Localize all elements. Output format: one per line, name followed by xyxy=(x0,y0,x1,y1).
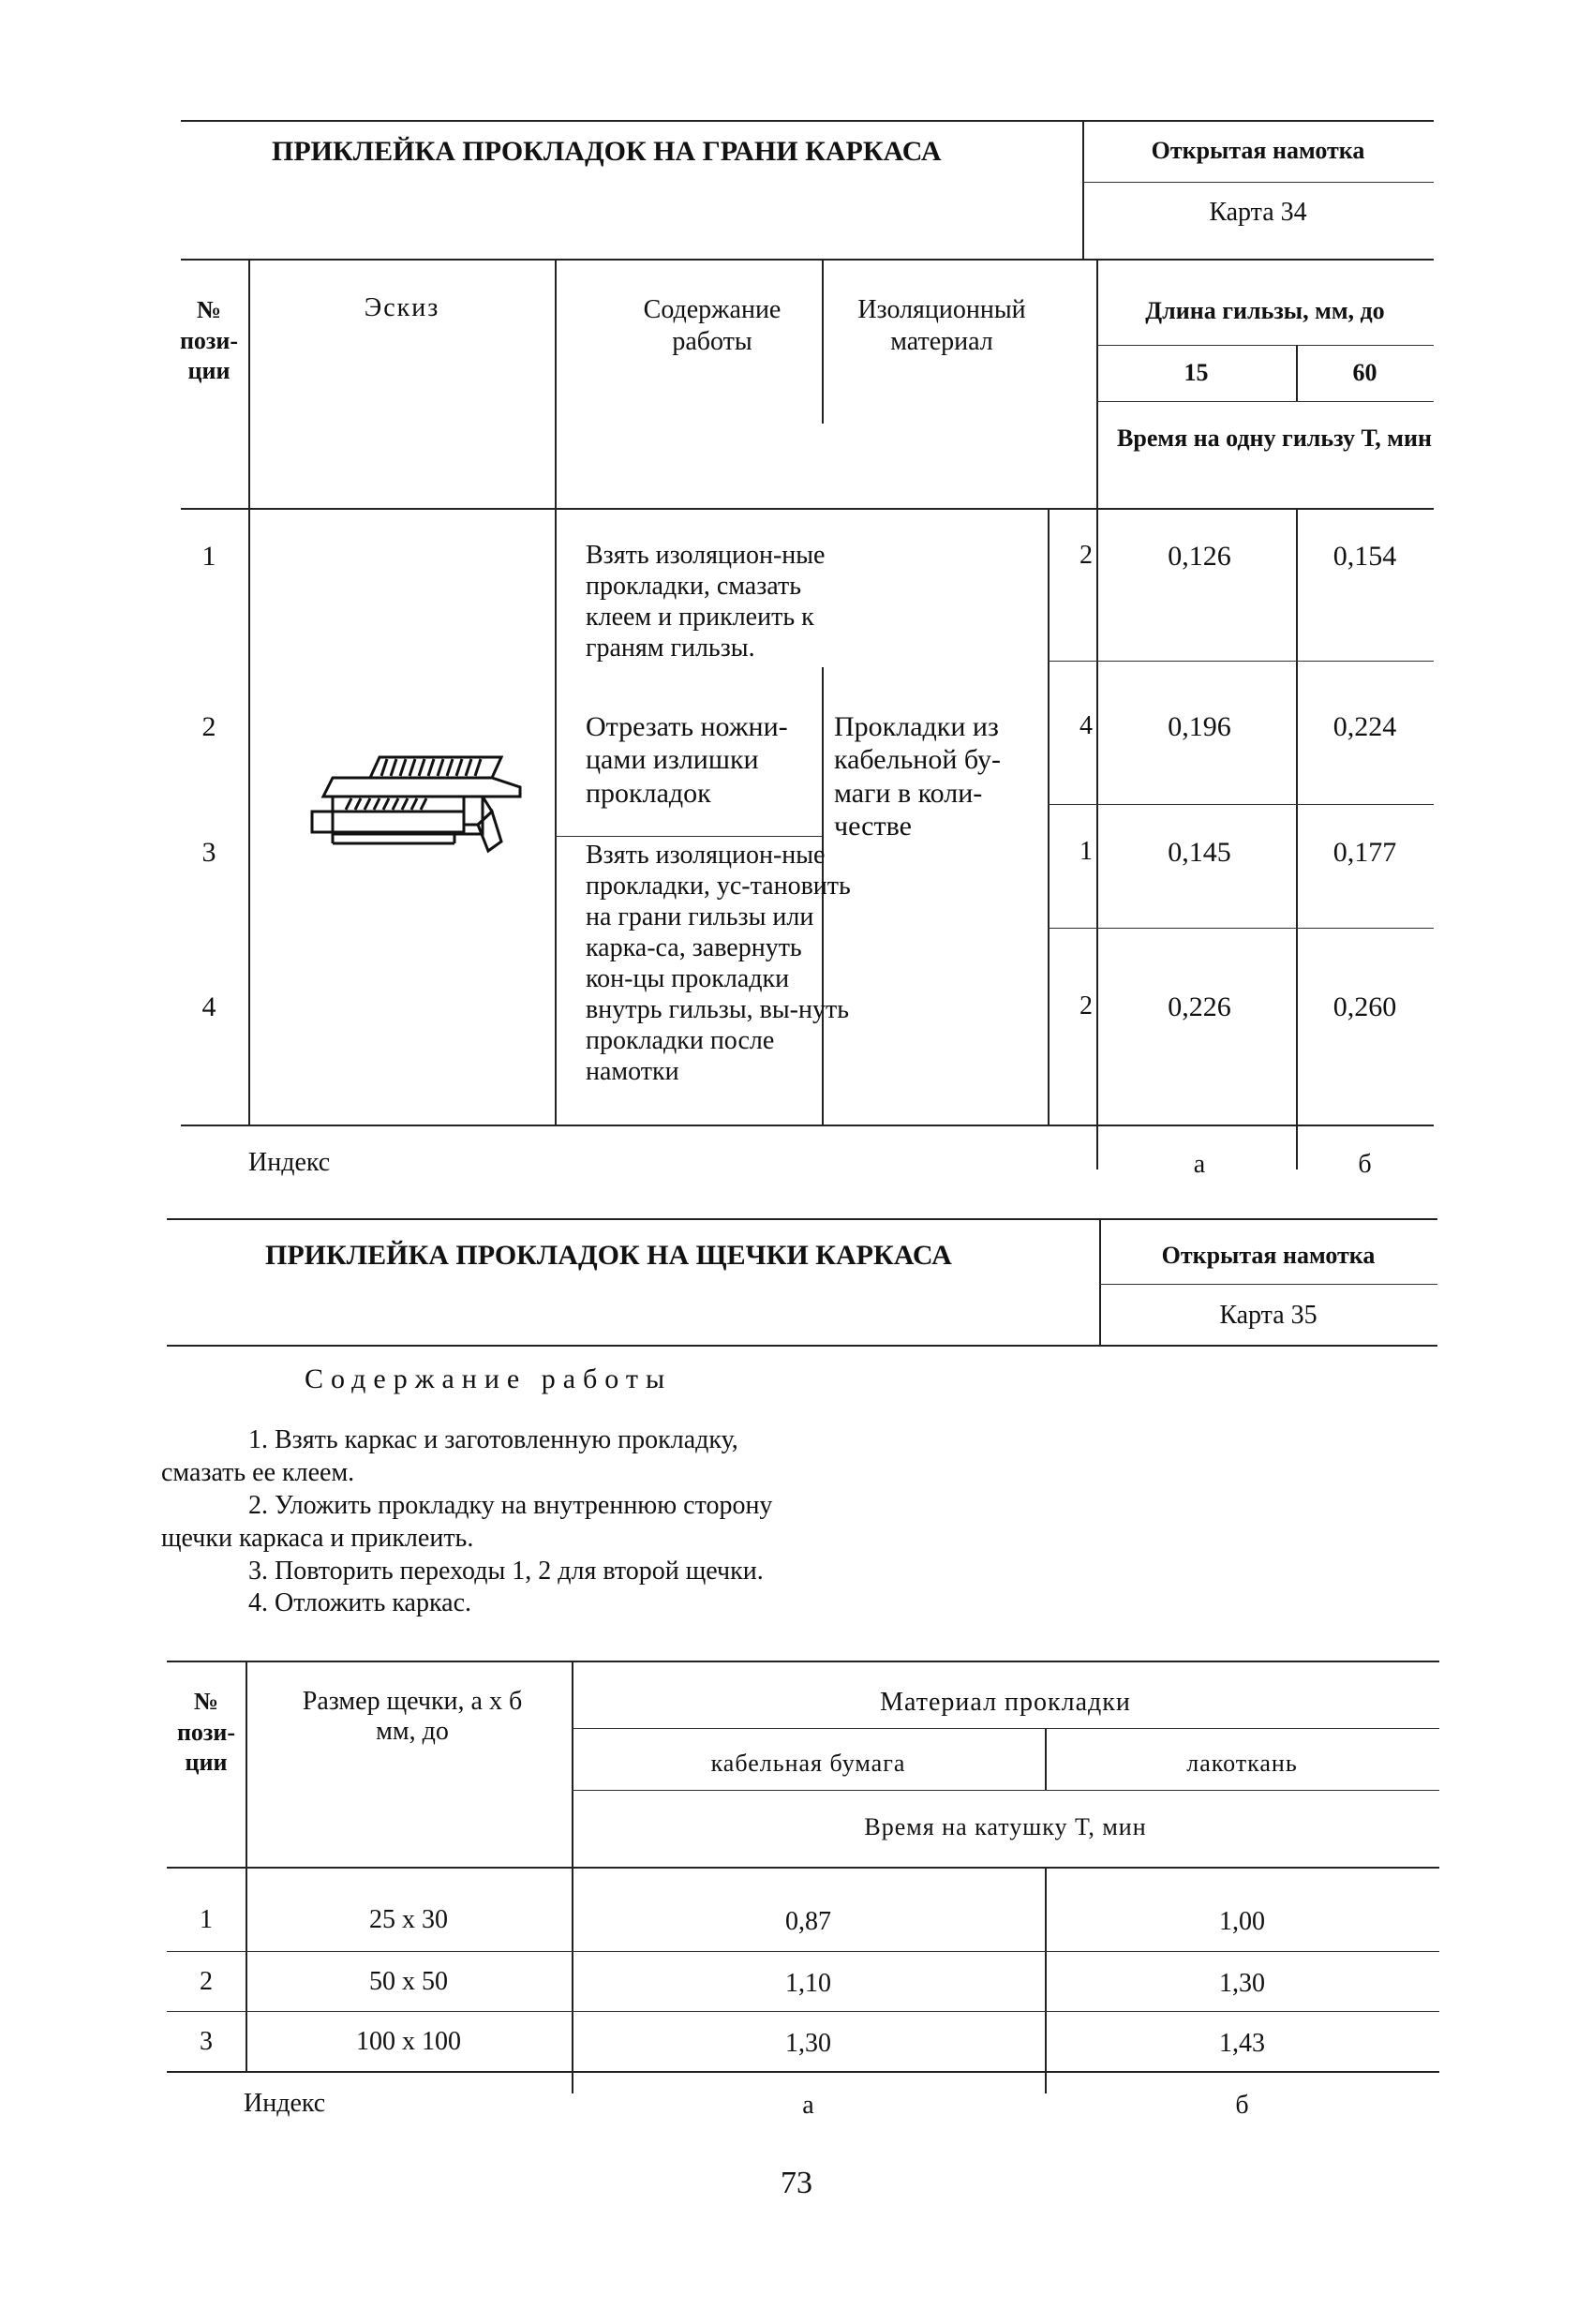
t35-row-2-a: 1,10 xyxy=(785,1969,831,1998)
step-2-first: 2. Уложить прокладку на внутреннюю сторону xyxy=(248,1491,773,1520)
card-34-title: ПРИКЛЕЙКА ПРОКЛАДОК НА ГРАНИ КАРКАСА xyxy=(272,136,942,167)
card-35-index-label: Индекс xyxy=(244,2089,326,2118)
step-3-first: 3. Повторить переходы 1, 2 для второй щечки. xyxy=(248,1557,764,1586)
row-3-pos: 3 xyxy=(201,837,216,868)
t35-material-header: Материал прокладки xyxy=(880,1688,1131,1717)
row-4-pos: 4 xyxy=(201,991,216,1022)
content-header: Содержание работы xyxy=(643,295,782,356)
t35-size-header: Размер щечки, а x б мм, до xyxy=(302,1687,523,1747)
card-34-index-label: Индекс xyxy=(248,1148,331,1177)
material-header: Изоляционный материал xyxy=(857,295,1026,356)
card-34-number: Карта 34 xyxy=(1209,198,1307,227)
t35-row-3-pos: 3 xyxy=(200,2027,213,2056)
row-1-time-a: 0,126 xyxy=(1168,541,1231,572)
t35-row-3-size: 100 x 100 xyxy=(356,2027,461,2056)
card-35-index-b: б xyxy=(1235,2091,1249,2120)
row-4-qty: 2 xyxy=(1079,991,1093,1020)
content-heading: Содержание работы xyxy=(305,1363,673,1394)
material-text: Прокладки из кабельной бу-маги в коли-честве xyxy=(834,711,1001,842)
row-2-time-a: 0,196 xyxy=(1168,711,1231,742)
t35-row-3-b: 1,43 xyxy=(1219,2029,1265,2058)
work-step-3: Взять изоляцион-ные прокладки, ус-тановить на грани гильзы или карка-са, завернуть кон-цы прокладки внутрь гильзы, вы-нуть прокладки после намотки xyxy=(586,841,851,1087)
row-3-time-b: 0,177 xyxy=(1332,837,1397,868)
t35-pos-header: № пози-ции xyxy=(176,1688,236,1776)
card-35-index-a: а xyxy=(802,2091,814,2120)
page-number: 73 xyxy=(781,2166,812,2200)
t35-row-3-a: 1,30 xyxy=(785,2029,831,2058)
card-35-title: ПРИКЛЕЙКА ПРОКЛАДОК НА ЩЕЧКИ КАРКАСА xyxy=(265,1240,952,1271)
work-step-1: Взять изоляцион-ные прокладки, смазать клеем и приклеить к граням гильзы. xyxy=(586,541,826,663)
t35-row-1-a: 0,87 xyxy=(785,1907,831,1936)
t35-row-1-size: 25 x 30 xyxy=(369,1905,448,1934)
card-35-number: Карта 35 xyxy=(1219,1301,1318,1330)
t35-varnish-cloth-header: лакоткань xyxy=(1186,1750,1298,1777)
step-2-rest: щечки каркаса и приклеить. xyxy=(161,1524,474,1553)
t35-time-header: Время на катушку Т, мин xyxy=(864,1813,1147,1840)
card-34-index-b: б xyxy=(1358,1150,1372,1179)
t35-row-2-b: 1,30 xyxy=(1219,1969,1265,1998)
row-3-time-a: 0,145 xyxy=(1168,837,1231,868)
len-15-header: 15 xyxy=(1184,359,1209,386)
step-4-first: 4. Отложить каркас. xyxy=(248,1588,472,1617)
sleeve-length-header: Длина гильзы, мм, до xyxy=(1145,297,1385,324)
row-1-pos: 1 xyxy=(201,541,216,572)
time-header: Время на одну гильзу Т, мин xyxy=(1117,425,1432,452)
t35-row-2-size: 50 x 50 xyxy=(369,1967,448,1996)
len-60-header: 60 xyxy=(1352,359,1377,386)
row-4-time-b: 0,260 xyxy=(1332,991,1397,1022)
row-4-time-a: 0,226 xyxy=(1168,991,1231,1022)
step-1-rest: смазать ее клеем. xyxy=(161,1458,355,1487)
t35-row-1-b: 1,00 xyxy=(1219,1907,1265,1936)
card-35-winding: Открытая намотка xyxy=(1161,1242,1376,1269)
row-1-time-b: 0,154 xyxy=(1332,541,1397,572)
row-2-qty: 4 xyxy=(1079,711,1093,740)
sleeve-sketch xyxy=(305,740,529,881)
row-3-qty: 1 xyxy=(1079,837,1093,866)
card-34-index-a: а xyxy=(1193,1150,1206,1179)
row-2-time-b: 0,224 xyxy=(1332,711,1397,742)
row-2-pos: 2 xyxy=(201,711,216,742)
step-1-first: 1. Взять каркас и заготовленную прокладку, xyxy=(248,1425,738,1454)
t35-row-1-pos: 1 xyxy=(200,1905,213,1934)
sketch-header: Эскиз xyxy=(364,293,440,322)
pos-header: № пози-ции xyxy=(179,296,239,384)
card-34-winding: Открытая намотка xyxy=(1151,137,1365,164)
row-1-qty: 2 xyxy=(1079,541,1093,570)
t35-row-2-pos: 2 xyxy=(200,1967,213,1996)
t35-cable-paper-header: кабельная бумага xyxy=(710,1750,906,1777)
work-step-2: Отрезать ножни-цами излишки прокладок xyxy=(586,711,788,809)
